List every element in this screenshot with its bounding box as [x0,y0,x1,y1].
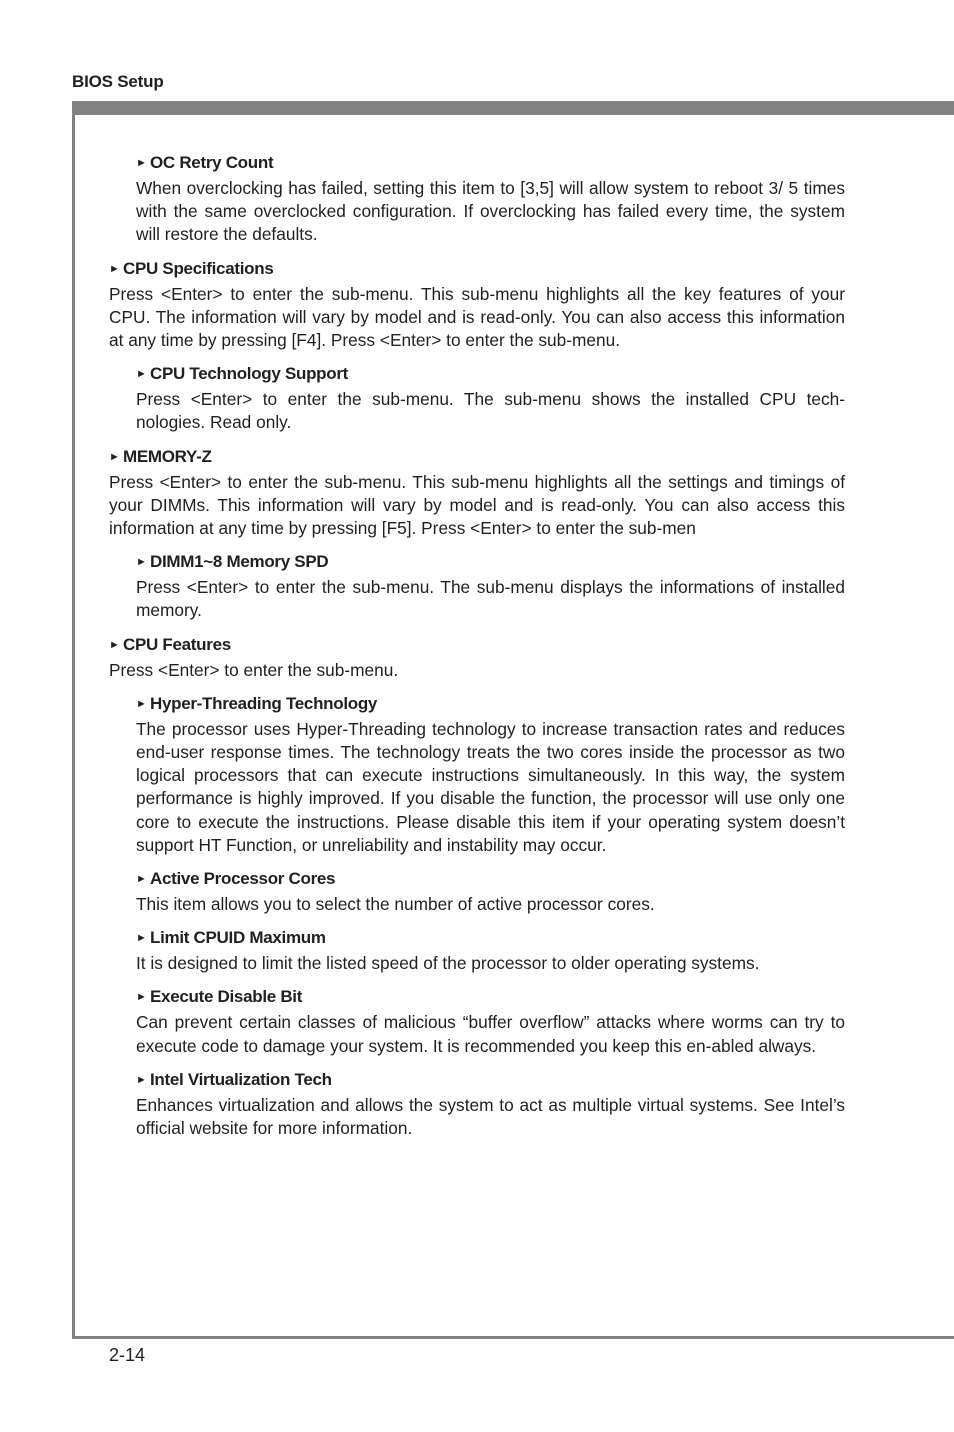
item-dimm-memory-spd [136,551,845,622]
item-title: Active Processor Cores [150,869,336,889]
triangle-bullet-icon: ► [136,1073,147,1086]
item-description: Press <Enter> to enter the sub-menu. This sub-menu highlights all the settings and timings of your DIMMs. This information will vary by model and is read-only. You can also access this information at any time by pressing [F5]. Press <Enter> to enter the sub-men [109,471,845,539]
triangle-bullet-icon: ► [109,638,120,651]
triangle-bullet-icon: ► [136,368,147,381]
footer-rule [72,1336,954,1339]
item-cpu-specifications [109,258,845,353]
item-title: CPU Specifications [123,258,274,278]
item-description: Enhances virtualization and allows the system to act as multiple virtual systems. See Intel’s official website for more information. [136,1094,845,1139]
triangle-bullet-icon: ► [136,157,147,169]
triangle-bullet-icon: ► [109,450,120,463]
item-description: This item allows you to select the number of active processor cores. [136,894,655,915]
page-header-title: BIOS Setup [72,72,164,91]
item-title: CPU Technology Support [150,364,349,384]
item-title: OC Retry Count [150,153,274,172]
item-title: Limit CPUID Maximum [150,928,326,948]
item-description: Press <Enter> to enter the sub-menu. The sub-menu shows the installed CPU tech-nologies. Read only. [136,389,845,433]
item-title: MEMORY-Z [123,446,212,466]
item-title: Intel Virtualization Tech [150,1069,332,1089]
triangle-bullet-icon: ► [136,873,147,886]
item-title: DIMM1~8 Memory SPD [150,552,329,572]
triangle-bullet-icon: ► [136,697,147,710]
page-number: 2-14 [109,1345,146,1365]
triangle-bullet-icon: ► [136,932,147,945]
item-description: Press <Enter> to enter the sub-menu. [109,659,399,680]
header-bar [72,101,954,115]
triangle-bullet-icon: ► [109,262,120,275]
triangle-bullet-icon: ► [136,991,147,1004]
triangle-bullet-icon: ► [136,556,147,569]
item-memory-z [109,446,845,541]
item-title: Hyper-Threading Technology [150,693,378,713]
item-description: Press <Enter> to enter the sub-menu. This sub-menu highlights all the key features of your CPU. The information will vary by model and is read-only. You can also access this information at any time by pressing [F4]. Press <Enter> to enter the sub-menu. [109,283,845,351]
item-intel-virtualization-tech [136,1069,845,1140]
item-hyper-threading [136,693,845,857]
item-oc-retry-count [136,152,845,247]
item-description: Press <Enter> to enter the sub-menu. The sub-menu displays the informations of installed memory. [136,577,845,621]
item-description: Can prevent certain classes of malicious “buffer overflow” attacks where worms can try to execute code to damage your system. It is recommended you keep this en-abled always. [136,1012,845,1056]
item-limit-cpuid-maximum [136,927,845,975]
item-description: It is designed to limit the listed speed of the processor to older operating systems. [136,953,760,974]
item-active-processor-cores [136,868,845,916]
item-description: The processor uses Hyper-Threading technology to increase transaction rates and reduces end-user response times. The technology treats the two cores inside the processor as two logical processors that can execute instructions simultaneously. In this way, the system performance is highly improved. If you disable the function, the processor will use only one core to execute the instructions. Please disable this item if your operating system doesn’t support HT Function, or unreliability and instability may occur. [136,718,845,855]
item-title: Execute Disable Bit [150,987,303,1007]
item-cpu-technology-support [136,363,845,434]
item-title: CPU Features [123,634,231,654]
left-margin-rule [72,101,75,1339]
item-description: When overclocking has failed, setting this item to [3,5] will allow system to reboot 3/ 5 times with the same overclocked configuration. If overclocking has failed every time, the system will restore the defaults. [136,178,845,245]
item-cpu-features [109,634,845,682]
item-execute-disable-bit [136,986,845,1057]
manual-content [109,152,845,1151]
